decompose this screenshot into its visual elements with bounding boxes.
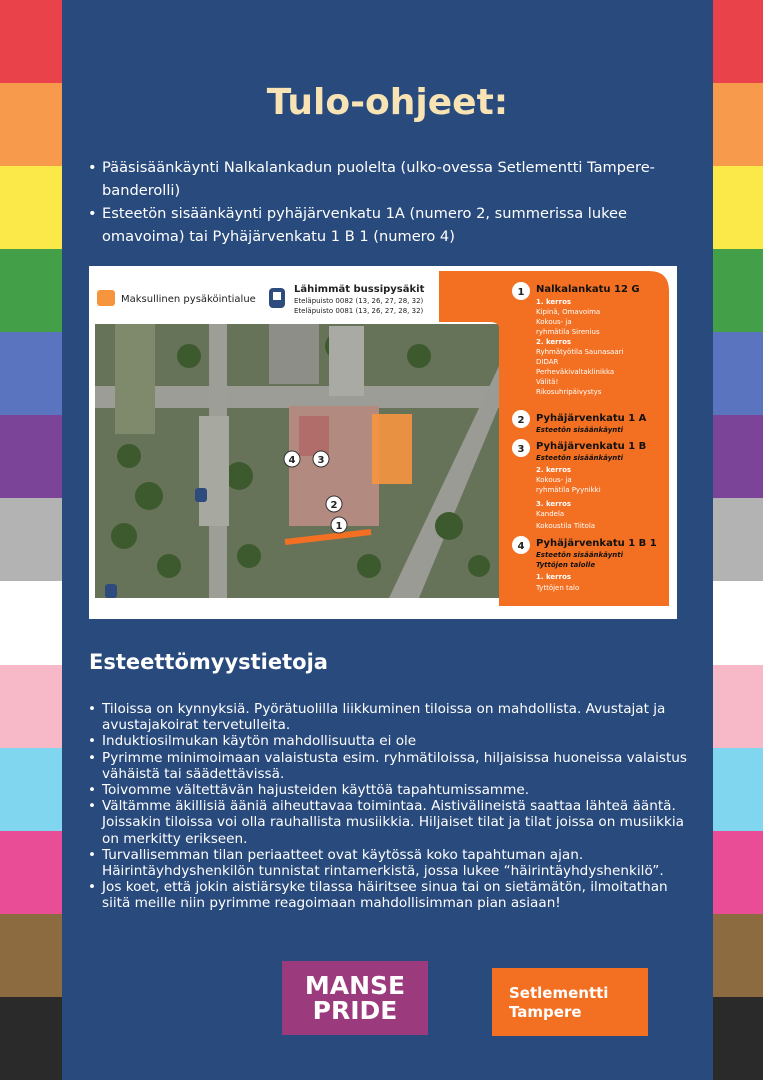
rainbow-stripe [713, 831, 763, 914]
right-rainbow-stripes [713, 0, 763, 1080]
rainbow-stripe [713, 498, 763, 581]
svg-text:Esteetön sisäänkäynti: Esteetön sisäänkäynti [536, 426, 623, 434]
rainbow-stripe [713, 0, 763, 83]
svg-text:Kokous- ja: Kokous- ja [536, 476, 572, 484]
rainbow-stripe [713, 748, 763, 831]
svg-text:Välitä!: Välitä! [536, 378, 559, 386]
location-map [89, 266, 677, 619]
rainbow-stripe [713, 914, 763, 997]
svg-text:Esteetön sisäänkäynti: Esteetön sisäänkäynti [536, 551, 623, 559]
rainbow-stripe [0, 748, 62, 831]
manse-pride-logo [282, 961, 428, 1035]
svg-text:ryhmätila Sirenius: ryhmätila Sirenius [536, 328, 600, 336]
bus-stop-line: Eteläpuisto 0082 (13, 26, 27, 28, 32) [294, 297, 424, 305]
parking-legend-label: Maksullinen pysäköintialue [121, 294, 256, 305]
rainbow-stripe [0, 83, 62, 166]
rainbow-stripe [713, 83, 763, 166]
left-rainbow-stripes [0, 0, 62, 1080]
svg-text:2. kerros: 2. kerros [536, 338, 572, 346]
rainbow-stripe [713, 581, 763, 664]
rainbow-stripe [0, 415, 62, 498]
svg-text:Esteetön sisäänkäynti: Esteetön sisäänkäynti [536, 454, 623, 462]
entry-title: Pyhäjärvenkatu 1 A [536, 413, 647, 424]
svg-text:Kokoustila Tiitola: Kokoustila Tiitola [536, 522, 596, 530]
svg-text:Tyttöjen talo: Tyttöjen talo [536, 584, 580, 592]
rainbow-stripe [0, 831, 62, 914]
bus-stops-title: Lähimmät bussipysäkit [294, 284, 425, 295]
svg-text:Tyttöjen talolle: Tyttöjen talolle [536, 561, 596, 569]
entry-title: Pyhäjärvenkatu 1 B 1 [536, 538, 657, 549]
rainbow-stripe [0, 332, 62, 415]
parking-legend-swatch [97, 290, 115, 306]
manse-logo-line: PRIDE [312, 996, 398, 1025]
manse-logo-line: MANSE [304, 971, 406, 1000]
rainbow-stripe [0, 498, 62, 581]
svg-text:4: 4 [517, 541, 525, 552]
setl-logo-line: Tampere [509, 1003, 582, 1021]
bus-stop-line: Eteläpuisto 0081 (13, 26, 27, 28, 32) [294, 307, 424, 315]
intro-list [88, 156, 688, 248]
svg-text:1: 1 [517, 287, 525, 298]
rainbow-stripe [713, 997, 763, 1080]
accessibility-item: • Vältämme äkillisiä ääniä aiheuttavaa toimintaa. Aistivälineistä saattaa lähteä ääntä. Joissakin tiloissa voi olla rauhallista musiikkia. Hiljaiset tilat ja tilat joissa on musiikkia on merkitty erikseen. [88, 798, 688, 847]
svg-text:2: 2 [517, 415, 525, 426]
parking-area [372, 414, 412, 484]
marker-4: 4 [288, 455, 296, 466]
svg-text:3: 3 [517, 444, 525, 455]
marker-2: 2 [330, 500, 338, 511]
svg-text:3. kerros: 3. kerros [536, 500, 572, 508]
svg-text:Rikosuhripäivystys: Rikosuhripäivystys [536, 388, 602, 396]
rainbow-stripe [0, 166, 62, 249]
intro-item: • Pääsisäänkäynti Nalkalankadun puolelta (ulko-ovessa Setlementti Tampere-banderolli) [88, 156, 688, 202]
intro-item: • Esteetön sisäänkäynti pyhäjärvenkatu 1A (numero 2, summerissa lukee omavoima) tai Pyhäjärvenkatu 1 B 1 (numero 4) [88, 202, 688, 248]
marker-1: 1 [335, 521, 343, 532]
svg-text:Kandela: Kandela [536, 510, 565, 518]
rainbow-stripe [713, 249, 763, 332]
rainbow-stripe [0, 665, 62, 748]
svg-text:1. kerros: 1. kerros [536, 298, 572, 306]
rainbow-stripe [713, 665, 763, 748]
svg-text:Perheväkivaltaklinikka: Perheväkivaltaklinikka [536, 368, 615, 376]
rainbow-stripe [713, 332, 763, 415]
svg-text:Ryhmätyötila Saunasaari: Ryhmätyötila Saunasaari [536, 348, 624, 356]
rainbow-stripe [0, 0, 62, 83]
svg-text:Kipinä, Omavoima: Kipinä, Omavoima [536, 308, 601, 316]
rainbow-stripe [0, 914, 62, 997]
rainbow-stripe [0, 249, 62, 332]
entry-title: Nalkalankatu 12 G [536, 284, 640, 295]
rainbow-stripe [0, 997, 62, 1080]
svg-text:DIDAR: DIDAR [536, 358, 559, 366]
svg-text:Kokous- ja: Kokous- ja [536, 318, 572, 326]
content-panel [62, 0, 713, 1080]
marker-3: 3 [317, 455, 325, 466]
rainbow-stripe [713, 166, 763, 249]
accessibility-item: • Tiloissa on kynnyksiä. Pyörätuolilla liikkuminen tiloissa on mahdollista. Avustajat ja avustajakoirat tervetulleita. [88, 701, 688, 733]
map-graphic [89, 266, 677, 619]
setl-logo-line: Setlementti [509, 984, 609, 1002]
svg-text:1. kerros: 1. kerros [536, 573, 572, 581]
accessibility-item: • Turvallisemman tilan periaatteet ovat käytössä koko tapahtuman ajan. Häirintäyhdyshenkilön tunnistat rintamerkistä, jossa lukee “häirintäyhdyshenkilö”. [88, 847, 688, 879]
setlementti-logo [492, 968, 648, 1036]
entry-title: Pyhäjärvenkatu 1 B [536, 441, 647, 452]
rainbow-stripe [0, 581, 62, 664]
section-title: Esteettömyystietoja [89, 650, 328, 674]
accessibility-item: • Pyrimme minimoimaan valaistusta esim. ryhmätiloissa, hiljaisissa huoneissa valaistus vähäistä tai säädettävissä. [88, 750, 688, 782]
accessibility-list [88, 701, 688, 912]
accessibility-item: • Induktiosilmukan käytön mahdollisuutta ei ole [88, 733, 688, 749]
svg-text:2. kerros: 2. kerros [536, 466, 572, 474]
accessibility-item: • Jos koet, että jokin aistiärsyke tilassa häiritsee sinua tai on sietämätön, ilmoitathan siitä meille niin pyrimme reagoimaan mahdollisimman pian asiaan! [88, 879, 688, 911]
rainbow-stripe [713, 415, 763, 498]
accessibility-item: • Toivomme vältettävän hajusteiden käyttöä tapahtumissamme. [88, 782, 688, 798]
page-title: Tulo-ohjeet: [266, 82, 509, 123]
svg-text:ryhmätila Pyynikki: ryhmätila Pyynikki [536, 486, 601, 494]
